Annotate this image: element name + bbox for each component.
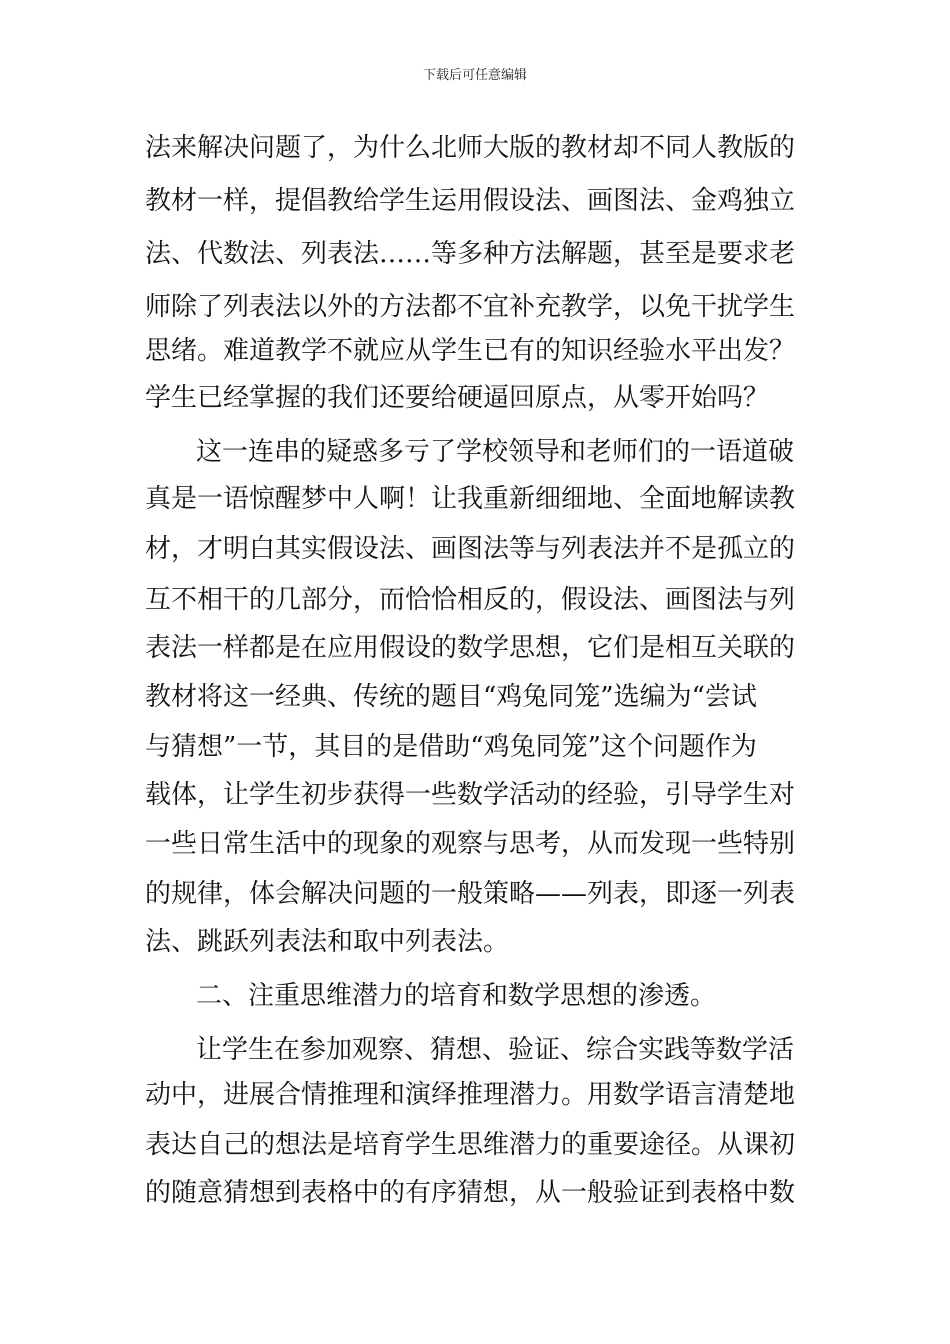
text-line: 与猜想”一节，其目的是借助“鸡兔同笼”这个问题作为 bbox=[145, 732, 757, 762]
text-line: 思绪。难道教学不就应从学生已有的知识经验水平出发？ bbox=[145, 336, 796, 366]
text-line: 表达自己的想法是培育学生思维潜力的重要途径。从课初 bbox=[145, 1130, 796, 1160]
section-heading: 二、注重思维潜力的培育和数学思想的渗透。 bbox=[196, 981, 717, 1011]
text-line: 载体，让学生初步获得一些数学活动的经验，引导学生对 bbox=[145, 780, 796, 810]
text-line: 师除了列表法以外的方法都不宜补充教学，以免干扰学生 bbox=[145, 292, 796, 322]
text-line: 教材将这一经典、传统的题目“鸡兔同笼”选编为“尝试 bbox=[145, 682, 757, 712]
text-line: 互不相干的几部分，而恰恰相反的，假设法、画图法与列 bbox=[145, 585, 796, 615]
text-line: 法来解决问题了，为什么北师大版的教材却不同人教版的 bbox=[145, 133, 796, 163]
text-line: 材，才明白其实假设法、画图法等与列表法并不是孤立的 bbox=[145, 534, 796, 564]
text-line: 表法一样都是在应用假设的数学思想，它们是相互关联的 bbox=[145, 633, 796, 663]
text-line: 一些日常生活中的现象的观察与思考，从而发现一些特别 bbox=[145, 829, 796, 859]
text-line: 真是一语惊醒梦中人啊！让我重新细细地、全面地解读教 bbox=[145, 484, 796, 514]
text-line: 法、代数法、列表法……等多种方法解题，甚至是要求老 bbox=[145, 239, 796, 269]
text-line: 的随意猜想到表格中的有序猜想，从一般验证到表格中数 bbox=[145, 1178, 796, 1208]
text-line: 学生已经掌握的我们还要给硬逼回原点，从零开始吗？ bbox=[145, 383, 770, 413]
text-line: 动中，进展合情推理和演绎推理潜力。用数学语言清楚地 bbox=[145, 1080, 796, 1110]
text-line: 法、跳跃列表法和取中列表法。 bbox=[145, 927, 510, 957]
text-line: 的规律，体会解决问题的一般策略——列表，即逐一列表 bbox=[145, 879, 796, 909]
paragraph-first-line: 让学生在参加观察、猜想、验证、综合实践等数学活 bbox=[196, 1035, 795, 1065]
paragraph-first-line: 这一连串的疑惑多亏了学校领导和老师们的一语道破 bbox=[196, 437, 795, 467]
text-line: 教材一样，提倡教给学生运用假设法、画图法、金鸡独立 bbox=[145, 186, 796, 216]
page-header: 下载后可任意编辑 bbox=[422, 68, 527, 83]
